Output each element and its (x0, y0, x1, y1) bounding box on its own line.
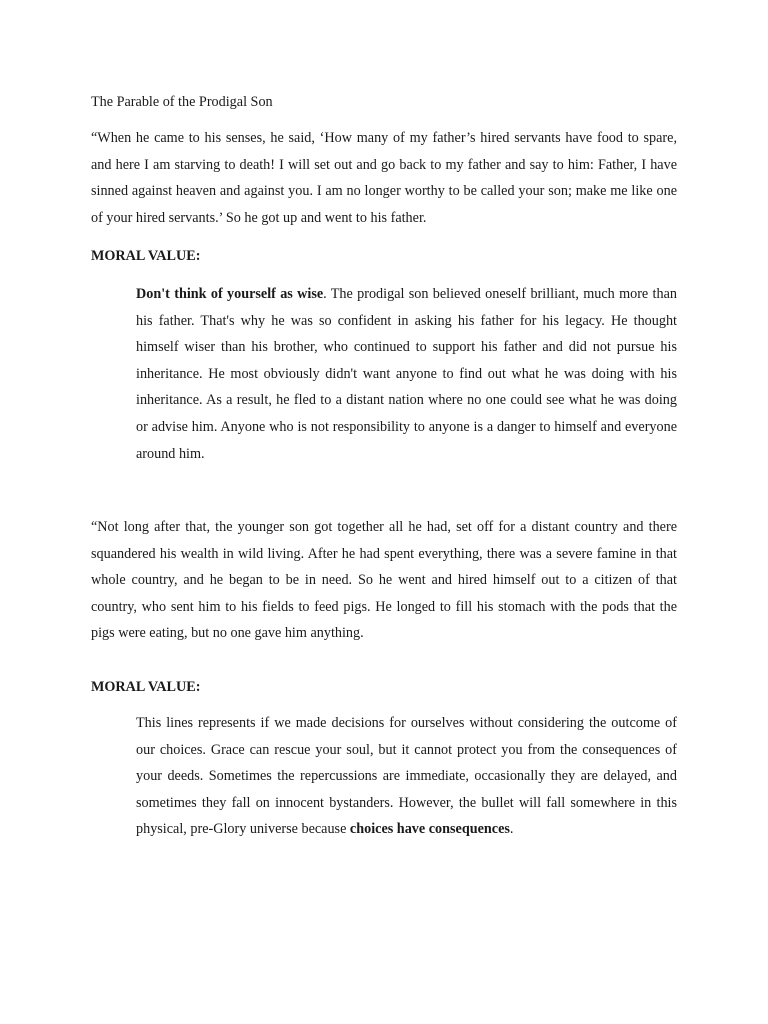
moral-tail-bold: choices have consequences (349, 821, 510, 838)
moral-value-heading-1: MORAL VALUE: (91, 248, 201, 264)
moral-lead-bold: Don't think of yourself as wise (136, 286, 324, 302)
moral-text-1: . The prodigal son believed oneself brilliant, much more than his father. That's why he was so confident in asking his father for his legacy. He thought himself wiser than his brother, who continued to support his father and did not pursue his inheritance. He most obviously didn't want anyone to find out what he was doing with his inheritance. As a result, he fled to a distant nation where no one could see what he was doing or advise him. Anyone who is not responsibility to anyone is a danger to himself and everyone around him. (136, 286, 677, 462)
document-title: The Parable of the Prodigal Son (91, 94, 273, 110)
moral-value-paragraph-2 (136, 710, 677, 843)
moral-end-2: . (509, 821, 514, 838)
moral-value-heading-2: MORAL VALUE: (91, 679, 201, 695)
moral-text-2: This lines represents if we made decisions for ourselves without considering the outcome of our choices. Grace can rescue your soul, but it cannot protect you from the consequences of your deeds. Sometimes the repercussions are immediate, occasionally they are delayed, and sometimes they fall on innocent bystanders. However, the bullet will fall somewhere in this physical, pre-Glory universe because (136, 715, 677, 838)
scripture-quote-1: “When he came to his senses, he said, ‘How many of my father’s hired servants have food to spare, and here I am starving to death! I will set out and go back to my father and say to him: Father, I have sinned against heaven and against you. I am no longer worthy to be called your son; make me like one of your hired servants.’ So he got up and went to his father. (91, 130, 677, 226)
scripture-quote-2: “Not long after that, the younger son got together all he had, set off for a distant country and there squandered his wealth in wild living. After he had spent everything, there was a severe famine in that whole country, and he began to be in need. So he went and hired himself out to a citizen of that country, who sent him to his fields to feed pigs. He longed to fill his stomach with the pods that the pigs were eating, but no one gave him anything. (91, 519, 677, 642)
moral-value-paragraph-1 (136, 281, 677, 467)
